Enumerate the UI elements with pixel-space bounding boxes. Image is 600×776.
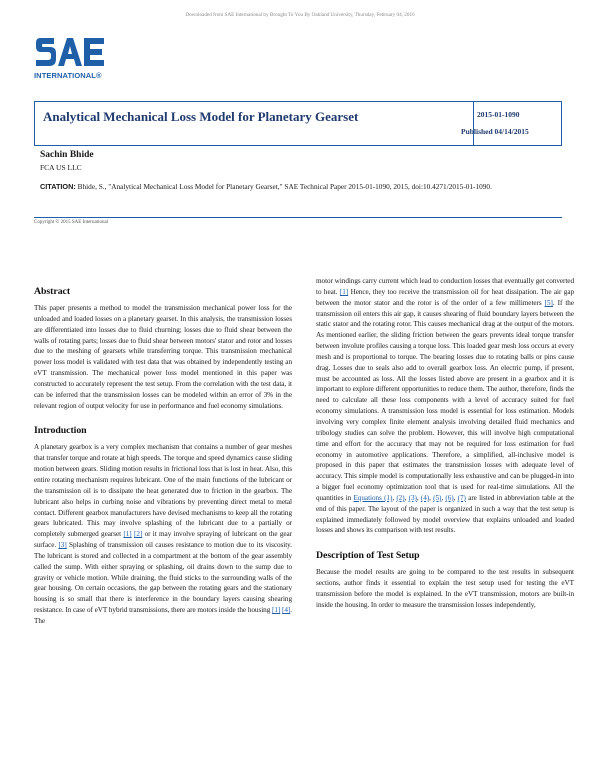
test-setup-body: Because the model results are going to be compared to the test results in subsequent sections, author finds it essential to explain the test setup used for testing the eVT transmission before the model is explained. In the eVT transmission, motors are built-in inside the housing. In order to measure the transmission losses independently, [316, 568, 574, 609]
introduction-heading: Introduction [34, 425, 87, 437]
equation-link[interactable]: Equations (1) [353, 493, 393, 502]
ref-link[interactable]: [4] [282, 606, 291, 615]
test-setup-heading: Description of Test Setup [316, 550, 420, 562]
equation-link[interactable]: (4) [420, 493, 430, 502]
title-box [34, 101, 562, 146]
author-name: Sachin Bhide [40, 150, 94, 160]
published-date: Published 04/14/2015 [461, 127, 529, 136]
ref-link[interactable]: [2] [133, 530, 143, 539]
paper-title: Analytical Mechanical Loss Model for Planetary Gearset [43, 109, 359, 124]
equation-link[interactable]: (2) [396, 493, 405, 502]
citation-text: Bhide, S., "Analytical Mechanical Loss Model for Planetary Gearset," SAE Technical Paper 2015-01-1090, 2015, doi:10.4271/2015-01-1090. [77, 182, 492, 191]
right-column [316, 276, 574, 611]
ref-link[interactable]: [1] [123, 530, 132, 539]
ref-link[interactable]: [1] [272, 606, 281, 615]
introduction-body: A planetary gearbox is a very complex mechanism that contains a number of gear meshes that transfer torque and rotate at high speeds. The torque and speed dynamics cause sliding motion between gears. Sliding motion results in frictional loss that is lost in heat. Also, this entire rotating mechanism requires lubricant. One of the main functions of the lubricant or the transmission oil is to dissipate the heat generated due to friction in the gearbox. The lubricant also helps in curbing noise and vibrations by preventing direct metal to metal contact. Different gearbox manufacturers have devised mechanisms to keep all the rotating gears lubricated. This may involve splashing of the lubricant due to a partially or completely submerged gearset [1] [2] or it may involve spraying of lubricant on the gear surface. [3] Splashing of transmission oil causes resistance to motion due to its viscosity. The lubricant is stored and collected in a compartment at the bottom of the gear assembly called the sump. With either spraying or splashing, oil drains down to the sump due to gravity or vehicle motion. While draining, the fluid sticks to the surrounding walls of the gear housing. On certain occasions, the gap between the rotating gears and the stationary housing is so small that there is interference in the boundary layers causing shearing resistance. In case of eVT hybrid transmissions, there are motors inside the housing [1] [4]. The [34, 443, 293, 625]
paper-id: 2015-01-1090 [477, 110, 520, 119]
ref-link[interactable]: [3] [58, 541, 67, 550]
logo-text: INTERNATIONAL® [34, 71, 102, 80]
equation-link[interactable]: (6) [445, 493, 454, 502]
sae-logo-mark [34, 34, 106, 70]
equation-link[interactable]: (5) [433, 493, 442, 502]
left-column [34, 285, 292, 627]
abstract-heading: Abstract [34, 286, 71, 297]
citation-label: CITATION: [40, 182, 76, 191]
sae-logo [34, 34, 124, 82]
equation-link[interactable]: (7) [457, 493, 466, 502]
copyright: Copyright © 2015 SAE International [34, 220, 109, 225]
citation [40, 181, 555, 194]
equation-link[interactable]: (3) [408, 493, 417, 502]
header-rule [34, 217, 562, 218]
title-divider [473, 102, 474, 145]
ref-link[interactable]: [5] [544, 298, 553, 307]
introduction-continued: motor windings carry current which lead to conduction losses that eventually get converted to heat. [1] Hence, they too receive the transmission oil for heat dissipation. The air gap between the motor stator and the rotor is of the order of a few millimeters [5]. If the transmission oil enters this air gap, it causes shearing of fluid boundary layers between the static stator and the rotating rotor. This causes mechanical drag at the output of the motors. As mentioned earlier, the sliding friction between the gears prevents ideal torque transfer between involute profiles causing a torque loss. This loaded gear mesh loss occurs at every mesh and is proportional to torque. The bearing losses due to rotating balls or pins cause drag. Losses due to seals also add to overall gearbox loss. An electric pump, if present, must be accounted as loss. All the losses listed above are present in a gearbox and it is important to explore different opportunities to reduce them. The author, therefore, finds the need to calculate all these loss components with a level of accuracy suited for fuel economy simulations. A transmission loss model is essential for loss estimation. Models involving very complex finite element analysis involving detailed fluid mechanics and tribology studies can solve the problem. However, this will involve high computational time and effort for the accuracy that may not be required for loss estimation for fuel economy in automotive applications. Therefore, a simplified, all-inclusive model is proposed in this paper that estimates the transmission losses with adequate level of accuracy. This simple model is computationally less exhaustive and can be plugged-in into a bigger fuel economy optimization tool that is used for real-time simulations. All the quantities in Equations (1), (2), (3), (4), (5), (6), (7) are listed in abbreviation table at the end of this paper. The layout of the paper is organized in such a way that the test setup is explained immediately followed by model overview that explains unloaded and loaded losses and shows its comparison with test results. [316, 277, 575, 535]
ref-link[interactable]: [1] [339, 287, 349, 296]
abstract-body: This paper presents a method to model the transmission mechanical power loss for the unloaded and loaded losses on a planetary gearset. In this analysis, the transmission losses are differentiated into losses due to fluid churning; losses due to fluid shear between the walls of rotating parts; losses due to fluid shear between motors' stator and rotor and losses due to the meshing of gearsets while transferring torque. This transmission mechanical power loss model is validated with test data that was obtained by independently testing an eVT transmission. The mechanical power loss model mentioned in this paper was constructed to accurately represent the test setup. From the correlation with the test data, it can be inferred that the transmission losses can be modeled within an error of 3% in the relevant region of output velocity for use in performance and fuel economy simulations. [34, 304, 292, 410]
author-affiliation: FCA US LLC [40, 163, 82, 172]
download-notice: Downloaded from SAE International by Brought To You By Oakland University, Thursday, February 04, 2016 [185, 12, 415, 18]
